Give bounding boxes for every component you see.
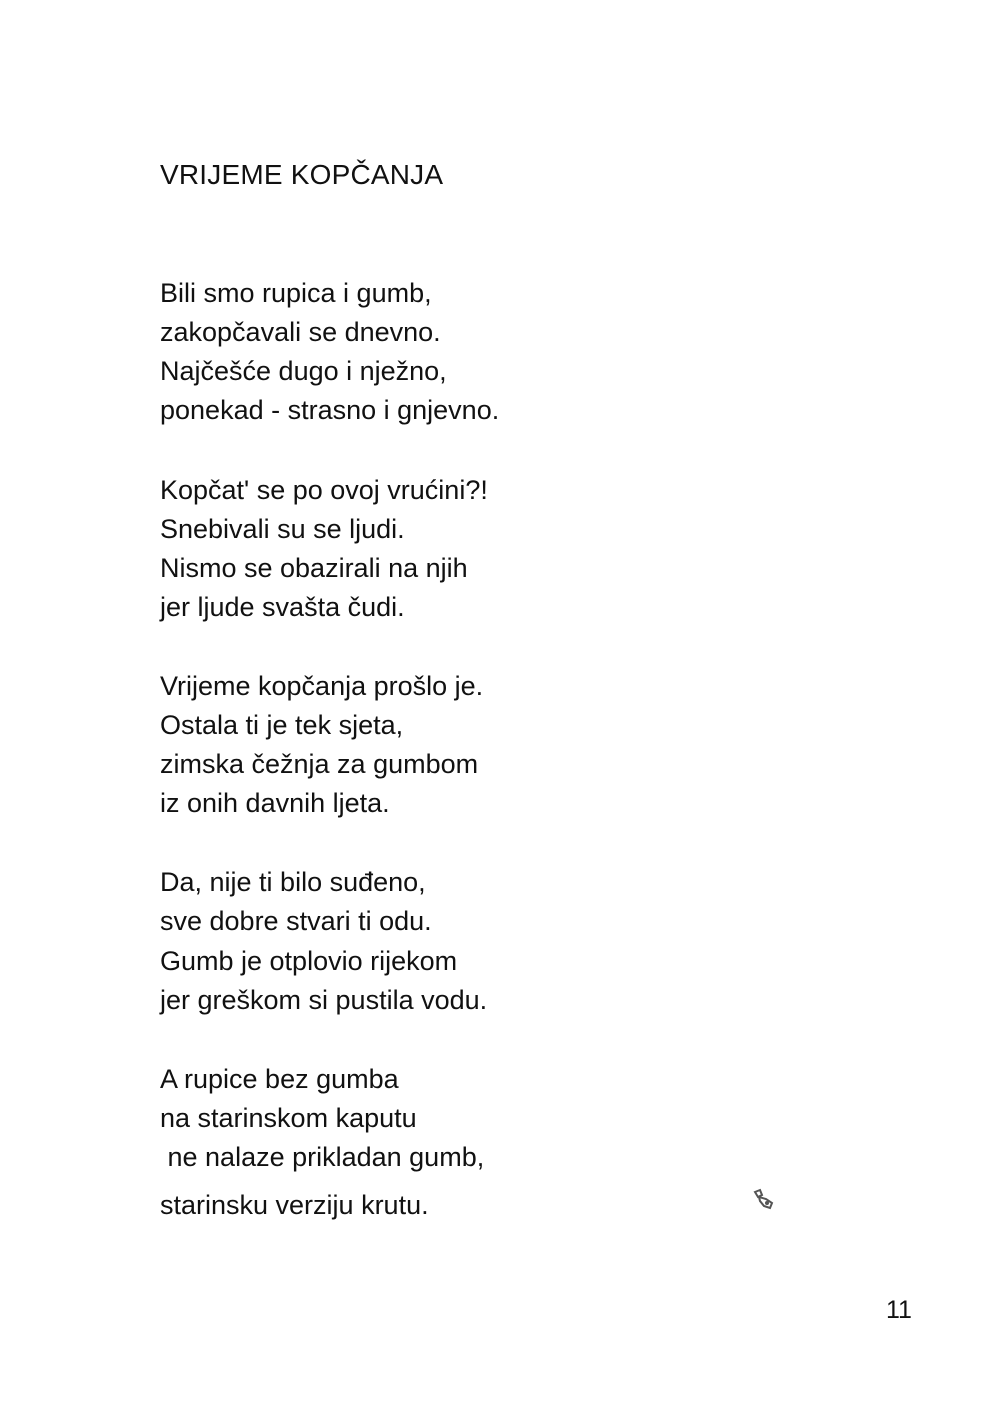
poem-line: Snebivali su se ljudi. <box>160 514 405 544</box>
ornament-icon <box>750 1186 778 1214</box>
poem-title: VRIJEME KOPČANJA <box>160 159 444 190</box>
poem-line: zimska čežnja za gumbom <box>160 749 479 779</box>
poem-line: jer greškom si pustila vodu. <box>160 985 488 1015</box>
poem-line: Nismo se obazirali na njih <box>160 553 468 583</box>
poem-line: iz onih davnih ljeta. <box>160 788 390 818</box>
poem-line: Gumb je otplovio rijekom <box>160 946 458 976</box>
poem-line: sve dobre stvari ti odu. <box>160 906 432 936</box>
page-number: 11 <box>886 1296 912 1324</box>
poem-line: ponekad - strasno i gnjevno. <box>160 395 500 425</box>
poem-line: starinsku verziju krutu. <box>160 1190 429 1220</box>
poem-line: Bili smo rupica i gumb, <box>160 278 432 308</box>
poem-line: Vrijeme kopčanja prošlo je. <box>160 671 484 701</box>
poem-line: zakopčavali se dnevno. <box>160 317 441 347</box>
poem-line: Ostala ti je tek sjeta, <box>160 710 404 740</box>
poem-line: ne nalaze prikladan gumb, <box>160 1142 485 1172</box>
poem-line: Da, nije ti bilo suđeno, <box>160 867 426 897</box>
poem-line: Najčešće dugo i nježno, <box>160 356 447 386</box>
poem-line: Kopčat' se po ovoj vrućini?! <box>160 475 488 505</box>
poem-line: jer ljude svašta čudi. <box>160 592 405 622</box>
poem-line: A rupice bez gumba <box>160 1064 399 1094</box>
poem-line: na starinskom kaputu <box>160 1103 417 1133</box>
